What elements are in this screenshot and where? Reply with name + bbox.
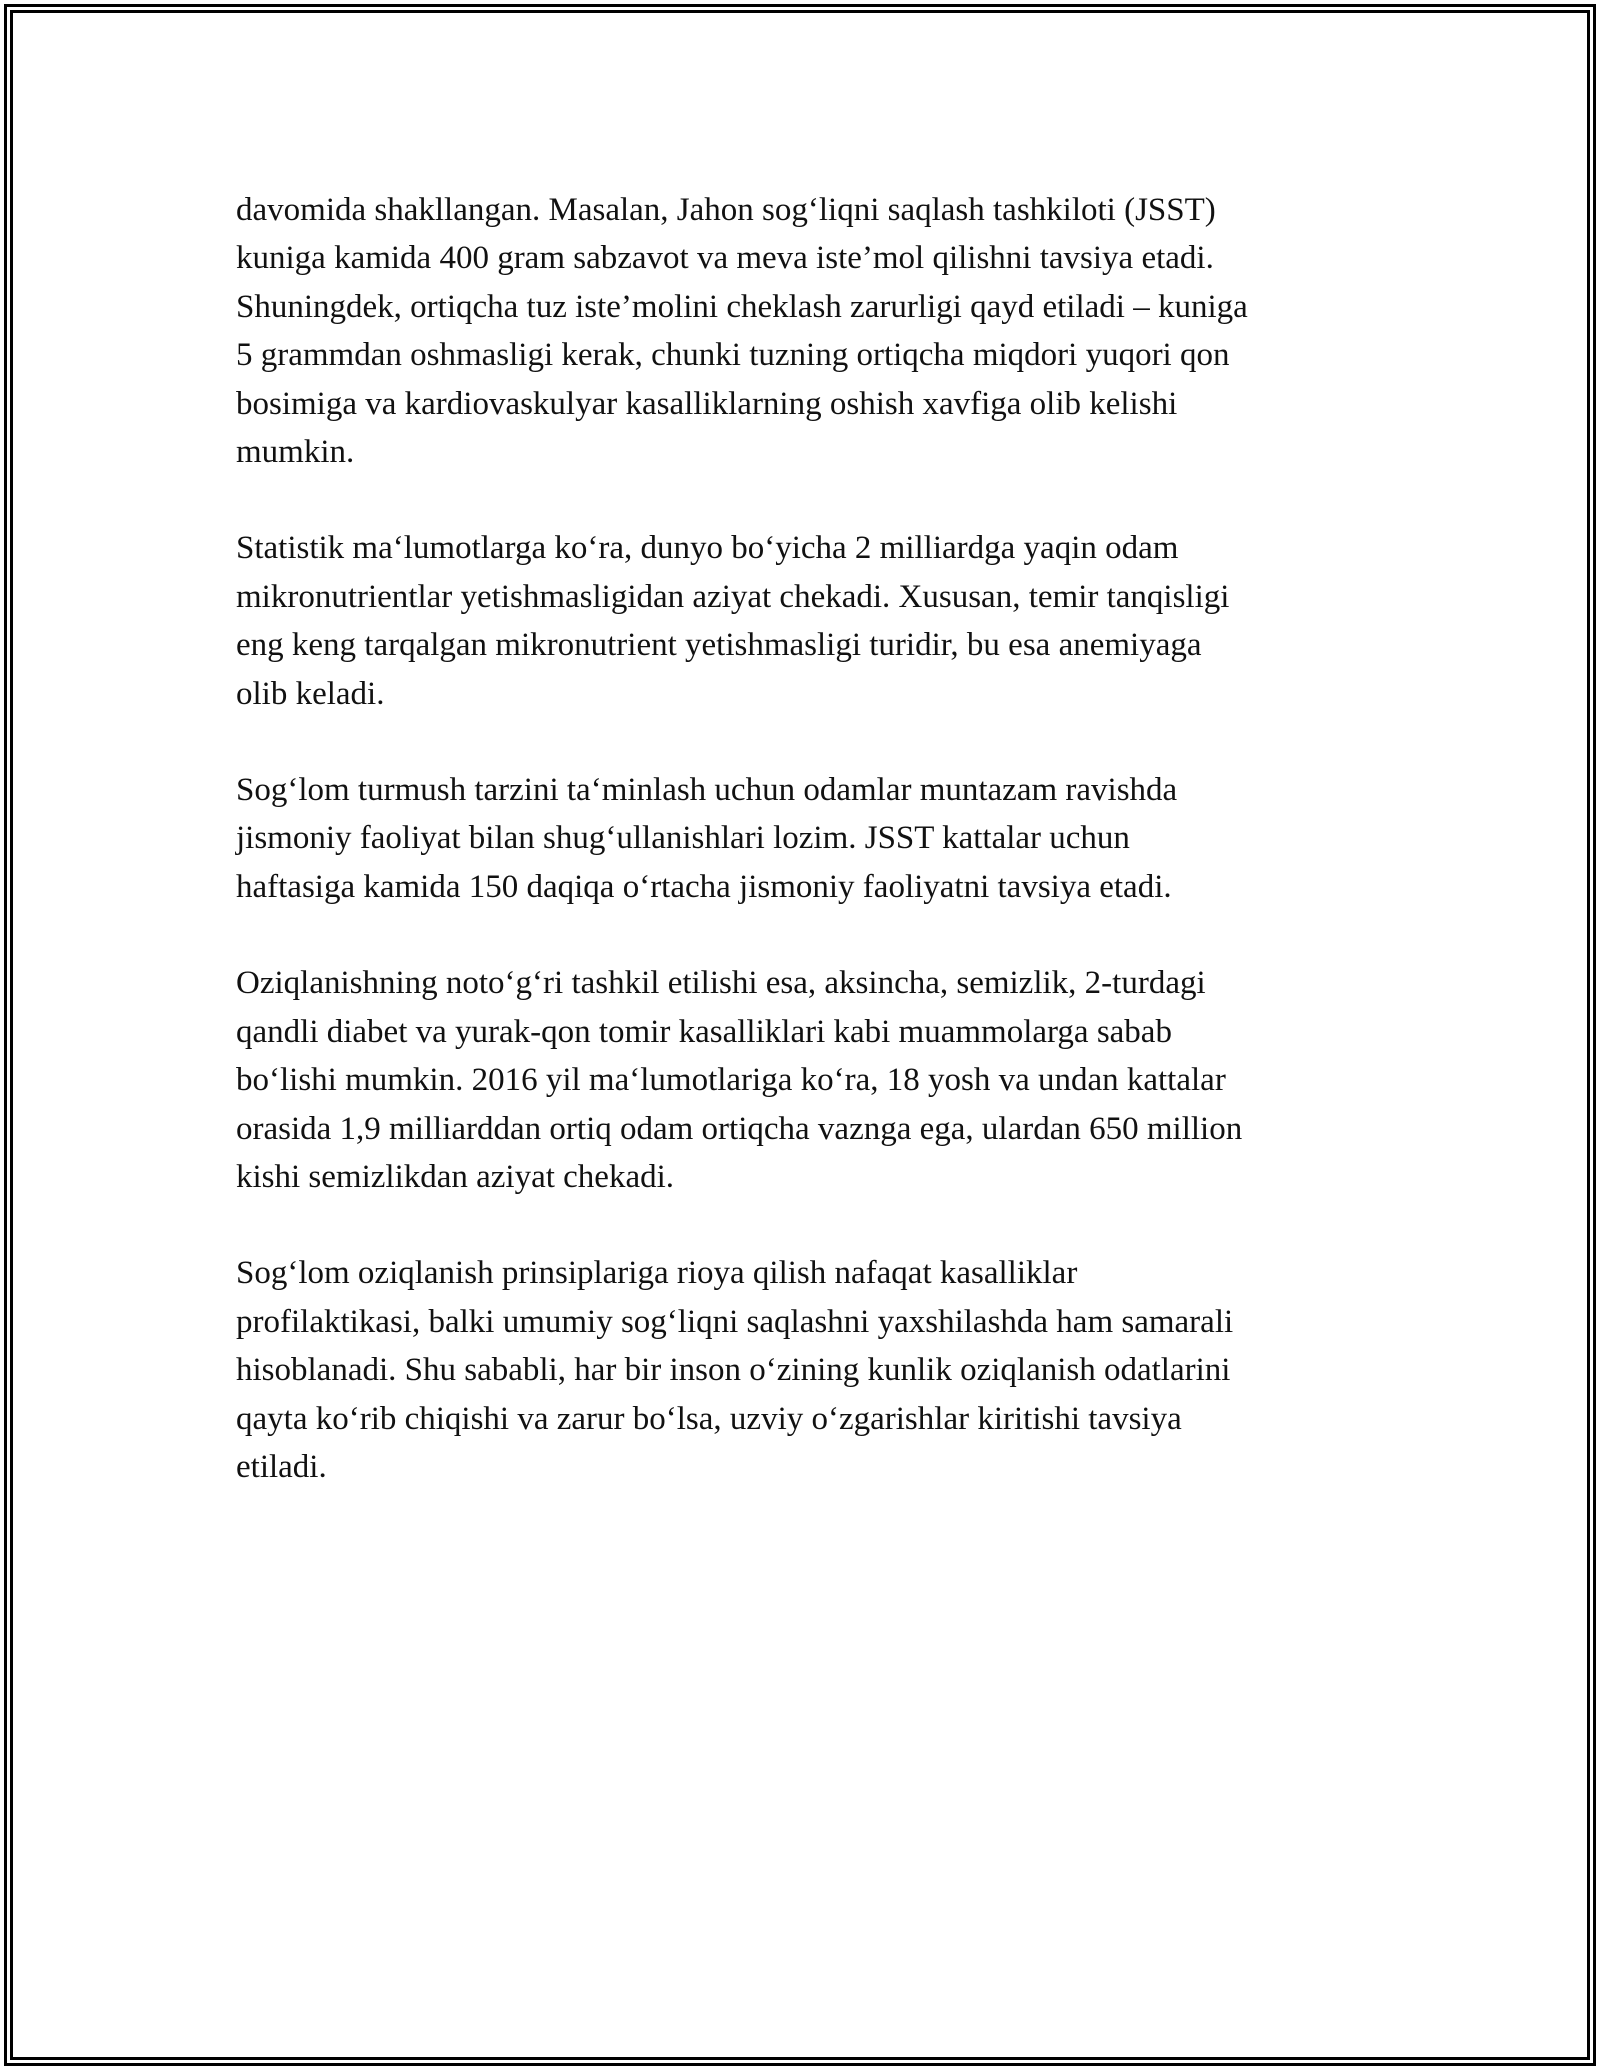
document-body [236,186,1366,1539]
paragraph-5: Sog‘lom oziqlanish prinsiplariga rioya qilish nafaqat kasalliklar profilaktikasi, balki umumiy sog‘liqni saqlashni yaxshilashda ham samarali hisoblanadi. Shu sababli, har bir inson o‘zining kunlik oziqlanish odatlarini qayta ko‘rib chiqishi va zarur bo‘lsa, uzviy o‘zgarishlar kiritishi tavsiya etiladi. [236,1255,1234,1485]
paragraph-4: Oziqlanishning noto‘g‘ri tashkil etilishi esa, aksincha, semizlik, 2-turdagi qandli diabet va yurak-qon tomir kasalliklari kabi muammolarga sabab bo‘lishi mumkin. 2016 yil ma‘lumotlariga ko‘ra, 18 yosh va undan kattalar orasida 1,9 milliarddan ortiq odam ortiqcha vaznga ega, ulardan 650 million kishi semizlikdan aziyat chekadi. [236,965,1243,1195]
paragraph-1: davomida shakllangan. Masalan, Jahon sog‘liqni saqlash tashkiloti (JSST) kuniga kamida 400 gram sabzavot va meva iste’mol qilishni tavsiya etadi. Shuningdek, ortiqcha tuz iste’molini cheklash zarurligi qayd etiladi – kuniga 5 grammdan oshmasligi kerak, chunki tuzning ortiqcha miqdori yuqori qon bosimiga va kardiovaskulyar kasalliklarning oshish xavfiga olib kelishi mumkin. [236,192,1248,471]
paragraph-2: Statistik ma‘lumotlarga ko‘ra, dunyo bo‘yicha 2 milliardga yaqin odam mikronutrientlar yetishmasligidan aziyat chekadi. Xususan, temir tanqisligi eng keng tarqalgan mikronutrient yetishmasligi turidir, bu esa anemiyaga olib keladi. [236,530,1230,712]
paragraph-3: Sog‘lom turmush tarzini ta‘minlash uchun odamlar muntazam ravishda jismoniy faoliyat bilan shug‘ullanishlari lozim. JSST kattalar uchun haftasiga kamida 150 daqiqa o‘rtacha jismoniy faoliyatni tavsiya etadi. [236,772,1178,905]
